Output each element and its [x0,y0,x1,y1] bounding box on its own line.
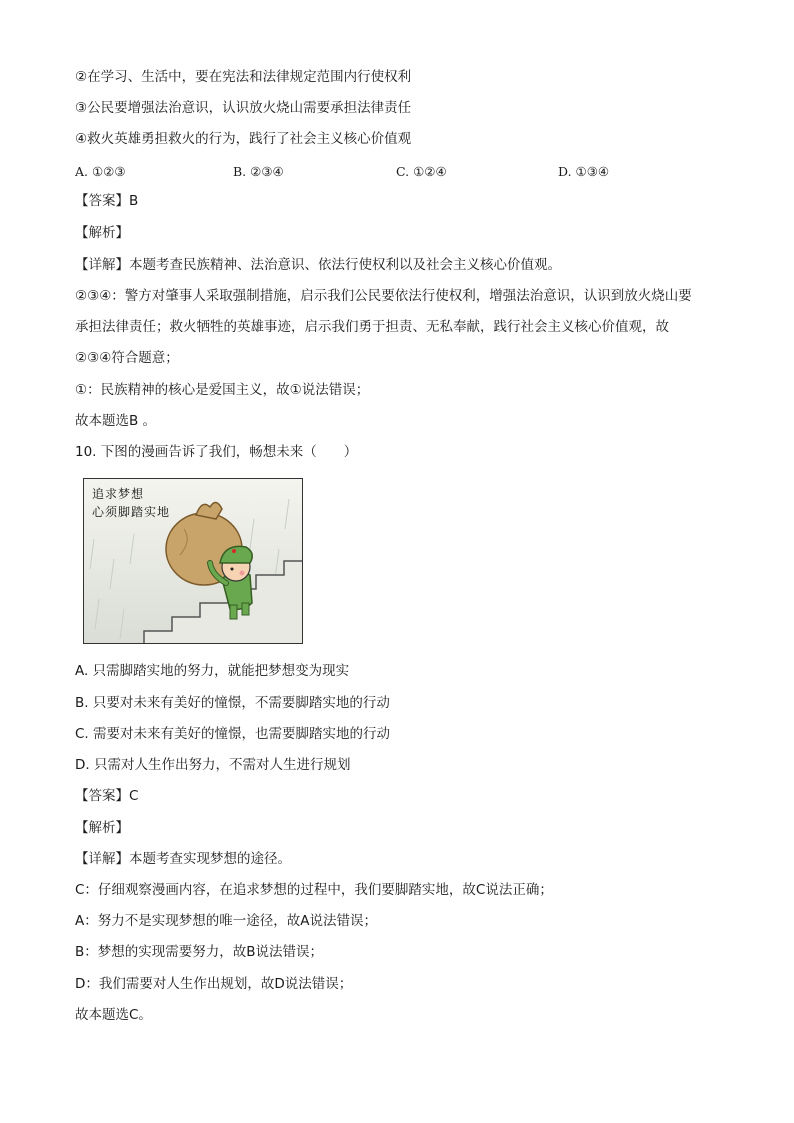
q9-conclusion: 故本题选B 。 [75,413,157,429]
q9-explanation-line-2: 承担法律责任；救火牺牲的英雄事迹，启示我们勇于担责、无私奉献，践行社会主义核心价值观，故 [75,319,669,335]
q10-analysis-heading: 【解析】 [75,820,129,836]
q10-question: 10. 下图的漫画告诉了我们，畅想未来（ ） [75,444,358,460]
statement-4: ④救火英雄勇担救火的行为，践行了社会主义核心价值观 [75,131,412,147]
q10-conclusion: 故本题选C。 [75,1007,152,1023]
q9-option-c: C. ①②④ [396,164,447,179]
q10-option-c: C. 需要对未来有美好的憧憬，也需要脚踏实地的行动 [75,726,391,742]
q9-answer: 【答案】B [75,193,139,209]
cartoon-image [83,478,303,644]
q9-explanation-line-3: ②③④符合题意； [75,350,179,366]
cartoon-caption-line-1: 追求梦想 [92,487,145,501]
q9-option-a: A. ①②③ [75,164,126,179]
q10-option-a: A. 只需脚踏实地的努力，就能把梦想变为现实 [75,663,350,679]
q10-answer: 【答案】C [75,788,139,804]
q9-option-b: B. ②③④ [233,164,284,179]
q10-explanation-b: B：梦想的实现需要努力，故B说法错误； [75,944,324,960]
statement-2: ②在学习、生活中，要在宪法和法律规定范围内行使权利 [75,69,412,85]
q10-explanation-d: D：我们需要对人生作出规划，故D说法错误； [75,976,353,992]
q9-analysis-heading: 【解析】 [75,225,129,241]
q9-detail: 【详解】本题考查民族精神、法治意识、依法行使权利以及社会主义核心价值观。 [75,257,561,273]
q9-explanation-line-1: ②③④：警方对肇事人采取强制措施，启示我们公民要依法行使权利，增强法治意识，认识到放火烧山要 [75,288,692,304]
cartoon-caption-line-2: 心须脚踏实地 [92,505,171,519]
q10-explanation-c: C：仔细观察漫画内容，在追求梦想的过程中，我们要脚踏实地，故C说法正确； [75,882,553,898]
q10-option-b: B. 只要对未来有美好的憧憬，不需要脚踏实地的行动 [75,695,390,711]
statement-3: ③公民要增强法治意识，认识放火烧山需要承担法律责任 [75,100,412,116]
q9-explanation-line-4: ①：民族精神的核心是爱国主义，故①说法错误； [75,382,370,398]
q9-option-d: D. ①③④ [558,164,610,179]
q10-option-d: D. 只需对人生作出努力，不需对人生进行规划 [75,757,351,773]
q10-explanation-a: A：努力不是实现梦想的唯一途径，故A说法错误； [75,913,377,929]
q10-detail: 【详解】本题考查实现梦想的途径。 [75,851,291,867]
